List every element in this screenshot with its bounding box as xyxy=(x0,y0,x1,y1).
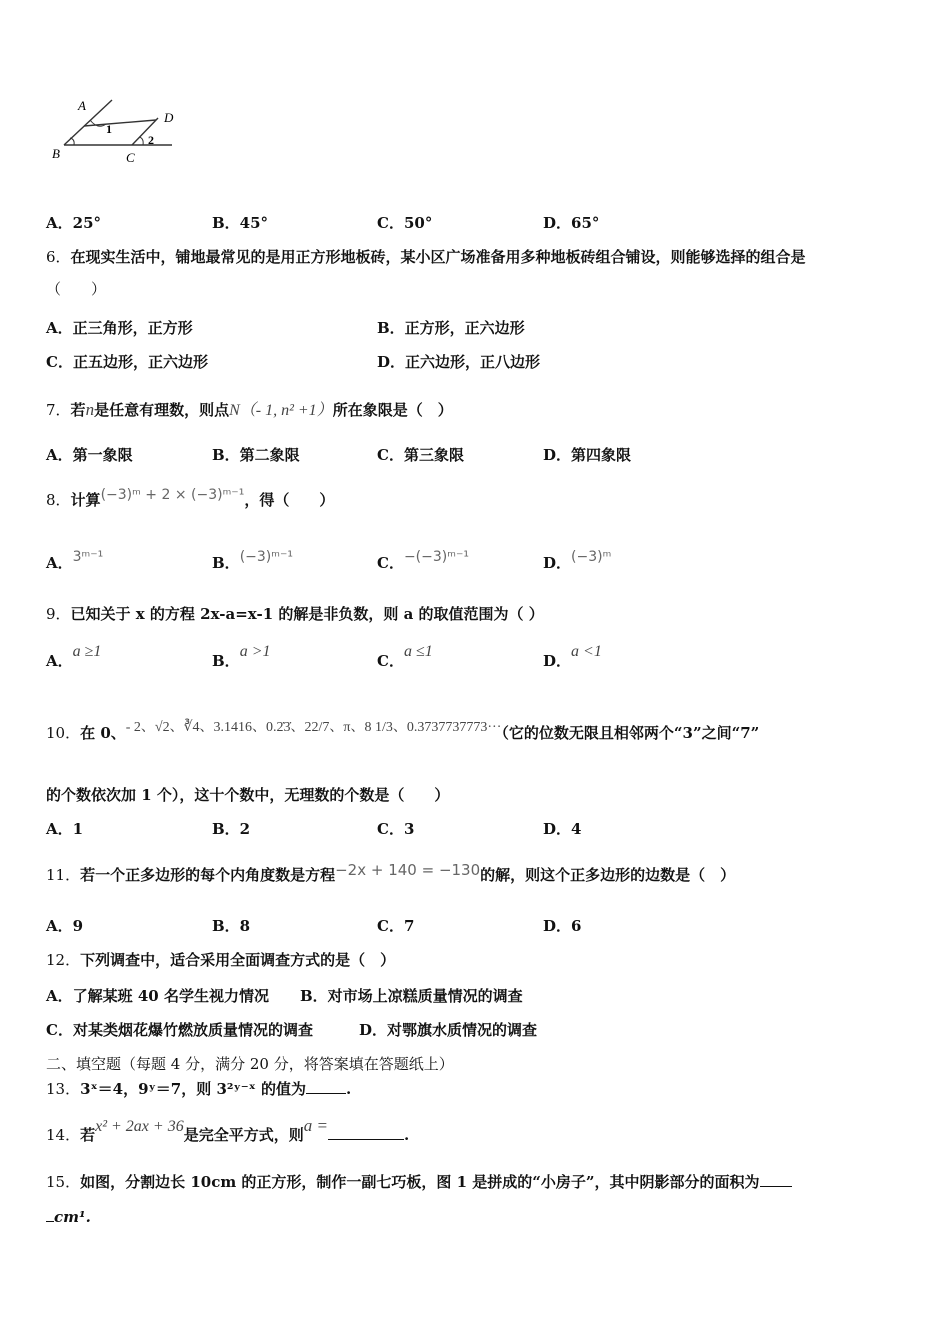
q10-numbers: - 2、√2、∛4、3.1416、0.2̇3̇、22/7、π、8 1/3、0.3737737773··· xyxy=(125,720,502,735)
q12-number: 12． xyxy=(46,951,81,969)
q7-stem xyxy=(46,397,453,420)
q12-stem xyxy=(46,949,395,970)
q8-option-c-label: C． xyxy=(377,554,404,572)
q10-option-b[interactable]: B．2 xyxy=(212,820,251,838)
q10-number: 10． xyxy=(46,724,81,742)
q13-text: 3ˣ＝4，9ʸ＝7，则 3²ʸ⁻ˣ 的值为 xyxy=(80,1080,307,1098)
label-d: D xyxy=(164,110,174,125)
q8-number: 8． xyxy=(46,491,71,509)
q9-option-b-value: a >1 xyxy=(239,643,271,660)
q6-stem xyxy=(46,246,806,267)
q8-expression: (−3)ᵐ + 2 × (−3)ᵐ⁻¹ xyxy=(100,487,245,503)
q7-mid: 是任意有理数，则点 xyxy=(94,401,230,419)
q9-option-a-value: a ≥1 xyxy=(72,643,102,660)
q15-answer-blank-cont[interactable] xyxy=(46,1221,54,1222)
q8-option-a[interactable] xyxy=(46,549,104,573)
q11-option-b[interactable]: B．8 xyxy=(212,917,251,935)
q8-option-c[interactable] xyxy=(377,549,469,573)
q9-option-c-label: C． xyxy=(377,652,404,670)
q12-option-b[interactable]: B．对市场上凉糕质量情况的调查 xyxy=(300,987,523,1005)
q9-number: 9． xyxy=(46,605,71,623)
q9-option-a-label: A． xyxy=(46,652,73,670)
angle-2-arc xyxy=(139,137,143,145)
label-angle-2: 2 xyxy=(148,133,154,147)
q9-stem xyxy=(46,603,544,624)
q13-number: 13． xyxy=(46,1080,81,1098)
q15-unit: cm¹. xyxy=(54,1208,91,1226)
q6-option-d[interactable]: D．正六边形，正八边形 xyxy=(377,353,541,371)
q8-option-a-label: A． xyxy=(46,554,73,572)
label-c: C xyxy=(126,150,135,165)
q8-option-d[interactable] xyxy=(543,549,612,573)
q9-option-c[interactable] xyxy=(377,643,433,671)
q15-stem xyxy=(46,1171,792,1192)
q8-stem xyxy=(46,489,334,510)
q7-post: 所在象限是（ ） xyxy=(332,401,453,419)
q7-option-d[interactable]: D．第四象限 xyxy=(543,446,632,464)
q8-option-d-label: D． xyxy=(543,554,572,572)
q8-pre: 计算 xyxy=(70,491,101,509)
q9-text: 已知关于 x 的方程 2x-a=x-1 的解是非负数，则 a 的取值范围为（ ） xyxy=(70,605,544,623)
q6-text: 在现实生活中，铺地最常见的是用正方形地板砖，某小区广场准备用多种地板砖组合铺设，则能够选择的组合是 xyxy=(70,248,806,266)
q14-stem xyxy=(46,1116,410,1145)
q14-var: a = xyxy=(303,1116,328,1135)
q11-stem xyxy=(46,861,736,885)
geometry-figure xyxy=(48,96,188,168)
q15-text: 如图，分割边长 10cm 的正方形，制作一副七巧板，图 1 是拼成的“小房子”，其中阴影部分的面积为 xyxy=(80,1173,760,1191)
label-b: B xyxy=(52,146,60,161)
q9-option-d-value: a <1 xyxy=(571,643,602,660)
q7-option-a[interactable]: A．第一象限 xyxy=(46,446,133,464)
q7-pre: 若 xyxy=(70,401,86,419)
q13-end: . xyxy=(346,1080,352,1098)
q10-post: （它的位数无限且相邻两个“3”之间“7” xyxy=(501,724,760,742)
q9-option-d[interactable] xyxy=(543,643,602,671)
q9-option-b[interactable] xyxy=(212,643,271,671)
q8-option-a-value: 3ᵐ⁻¹ xyxy=(72,549,104,565)
q7-option-c[interactable]: C．第三象限 xyxy=(377,446,464,464)
q10-option-d[interactable]: D．4 xyxy=(543,820,582,838)
q8-option-d-value: (−3)ᵐ xyxy=(571,549,612,565)
q14-mid: 是完全平方式，则 xyxy=(183,1126,304,1144)
q10-pre: 在 0、 xyxy=(80,724,126,742)
q5-option-c[interactable]: C．50° xyxy=(377,214,433,232)
label-angle-1: 1 xyxy=(106,122,112,136)
q5-option-b[interactable]: B．45° xyxy=(212,214,269,232)
section-2-heading: 二、填空题（每题 4 分，满分 20 分，将答案填在答题纸上） xyxy=(46,1055,454,1073)
q11-option-d[interactable]: D．6 xyxy=(543,917,582,935)
q8-option-b-value: (−3)ᵐ⁻¹ xyxy=(239,549,293,565)
q7-option-b[interactable]: B．第二象限 xyxy=(212,446,300,464)
q6-number: 6． xyxy=(46,248,71,266)
q12-option-a[interactable]: A．了解某班 40 名学生视力情况 xyxy=(46,987,269,1005)
q14-answer-blank[interactable] xyxy=(328,1139,404,1140)
q9-option-d-label: D． xyxy=(543,652,572,670)
q11-number: 11． xyxy=(46,866,81,884)
q8-option-b[interactable] xyxy=(212,549,293,573)
q7-var-n: n xyxy=(85,400,95,419)
q6-option-a[interactable]: A．正三角形，正方形 xyxy=(46,319,193,337)
q6-option-b[interactable]: B．正方形，正六边形 xyxy=(377,319,525,337)
q15-number: 15． xyxy=(46,1173,81,1191)
q9-option-b-label: B． xyxy=(212,652,240,670)
q11-option-c[interactable]: C．7 xyxy=(377,917,415,935)
q13-stem xyxy=(46,1078,351,1099)
q14-number: 14． xyxy=(46,1126,81,1144)
q14-pre: 若 xyxy=(80,1126,96,1144)
q6-option-c[interactable]: C．正五边形，正六边形 xyxy=(46,353,208,371)
q12-option-c[interactable]: C．对某类烟花爆竹燃放质量情况的调查 xyxy=(46,1021,313,1039)
q15-answer-blank[interactable] xyxy=(760,1186,792,1187)
q11-equation: −2x + 140 = −130 xyxy=(335,861,481,879)
q7-point: N（- 1, n² +1） xyxy=(229,402,333,419)
q8-option-c-value: −(−3)ᵐ⁻¹ xyxy=(403,549,469,565)
q12-text: 下列调查中，适合采用全面调查方式的是（ ） xyxy=(80,951,396,969)
q10-option-c[interactable]: C．3 xyxy=(377,820,415,838)
q14-end: . xyxy=(403,1126,410,1144)
q6-paren: （ ） xyxy=(46,280,107,298)
label-a: A xyxy=(78,98,86,113)
q14-expression: x² + 2ax + 36 xyxy=(95,1118,184,1135)
q9-option-c-value: a ≤1 xyxy=(403,643,433,660)
q10-stem-line2: 的个数依次加 1 个），这十个数中，无理数的个数是（ ） xyxy=(46,786,450,804)
q11-post: 的解，则这个正多边形的边数是（ ） xyxy=(480,866,736,884)
q7-number: 7． xyxy=(46,401,71,419)
q9-option-a[interactable] xyxy=(46,643,102,671)
q11-option-a[interactable]: A．9 xyxy=(46,917,84,935)
q5-option-d[interactable]: D．65° xyxy=(543,214,600,232)
q11-pre: 若一个正多边形的每个内角度数是方程 xyxy=(80,866,336,884)
q8-post: ，得（ ） xyxy=(244,491,335,509)
q8-option-b-label: B． xyxy=(212,554,240,572)
q5-option-a[interactable]: A．25° xyxy=(46,214,102,232)
q10-option-a[interactable]: A．1 xyxy=(46,820,84,838)
q12-option-d[interactable]: D．对鄂旗水质情况的调查 xyxy=(359,1021,538,1039)
q10-stem xyxy=(46,722,759,743)
q13-answer-blank[interactable] xyxy=(306,1093,346,1094)
q15-stem-line2 xyxy=(46,1208,91,1226)
